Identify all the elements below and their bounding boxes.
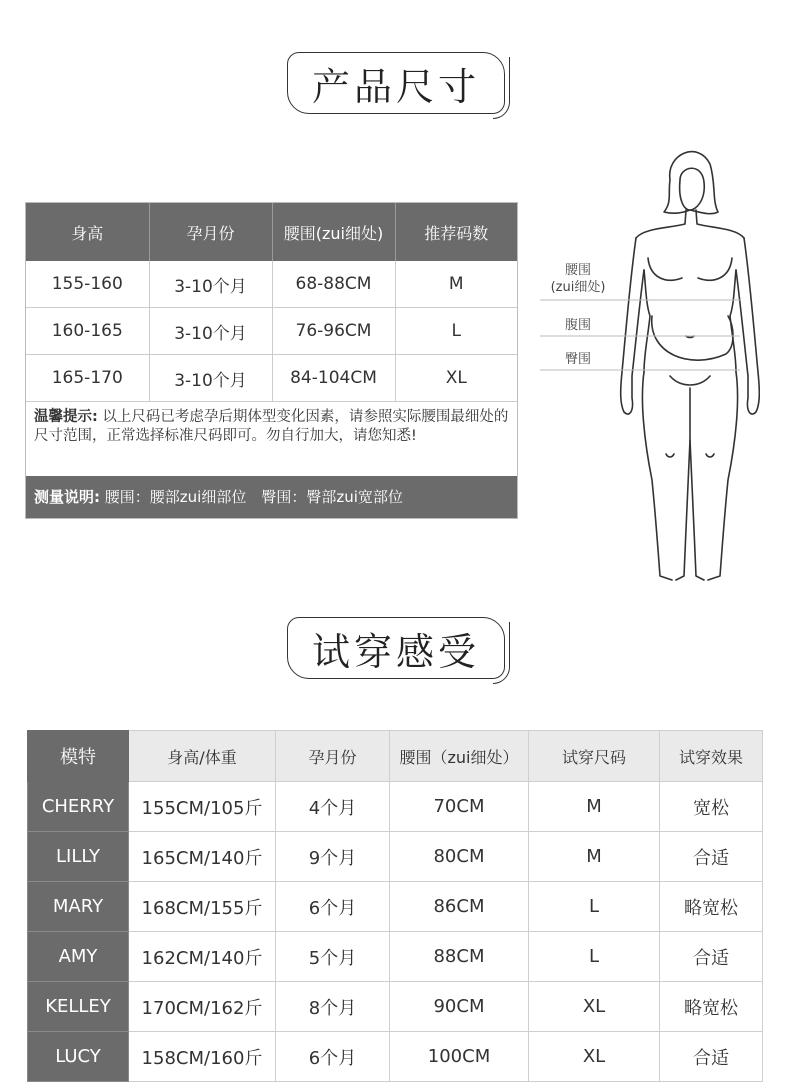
- cell: 68-88CM: [272, 261, 395, 308]
- cell: 8个月: [276, 982, 390, 1032]
- model-header-month: 孕月份: [276, 731, 390, 782]
- cell: 168CM/155斤: [129, 882, 276, 932]
- model-header-waist: 腰围（zui细处）: [390, 731, 529, 782]
- measure-note: [26, 476, 517, 518]
- body-measure-figure: [540, 140, 760, 590]
- size-header-height: 身高: [26, 203, 149, 261]
- cell: 合适: [660, 832, 763, 882]
- cell: 合适: [660, 1032, 763, 1082]
- cell: 合适: [660, 932, 763, 982]
- model-name-cell: MARY: [28, 882, 129, 932]
- cell: M: [395, 261, 517, 308]
- cell: XL: [529, 1032, 660, 1082]
- cell: 76-96CM: [272, 308, 395, 355]
- size-header-month: 孕月份: [149, 203, 272, 261]
- cell: XL: [395, 355, 517, 402]
- size-chart: [25, 202, 518, 519]
- cell: 4个月: [276, 782, 390, 832]
- figure-label-hip: 臀围: [564, 352, 591, 367]
- table-row: [26, 308, 517, 355]
- cell: 86CM: [390, 882, 529, 932]
- cell: XL: [529, 982, 660, 1032]
- cell: M: [529, 782, 660, 832]
- cell: 88CM: [390, 932, 529, 982]
- measure-text: 腰围：腰部zui细部位 臀围：臀部zui宽部位: [100, 488, 403, 506]
- table-row: [28, 1032, 763, 1082]
- table-row: [26, 355, 517, 402]
- figure-label-waist-line2: (zui细处): [550, 280, 606, 295]
- cell: 84-104CM: [272, 355, 395, 402]
- cell: 80CM: [390, 832, 529, 882]
- cell: 100CM: [390, 1032, 529, 1082]
- model-fit-table: [27, 730, 763, 1082]
- model-name-cell: KELLEY: [28, 982, 129, 1032]
- model-name-cell: CHERRY: [28, 782, 129, 832]
- cell: 165CM/140斤: [129, 832, 276, 882]
- cell: 3-10个月: [149, 355, 272, 402]
- cell: 5个月: [276, 932, 390, 982]
- section-title-try-on: 试穿感受: [287, 617, 505, 679]
- table-row: [28, 932, 763, 982]
- tip-label: 温馨提示:: [34, 409, 98, 425]
- cell: 9个月: [276, 832, 390, 882]
- cell: M: [529, 832, 660, 882]
- cell: 70CM: [390, 782, 529, 832]
- model-header-name: 模特: [28, 731, 129, 782]
- cell: 158CM/160斤: [129, 1032, 276, 1082]
- cell: 宽松: [660, 782, 763, 832]
- cell: 155CM/105斤: [129, 782, 276, 832]
- table-row: [28, 832, 763, 882]
- tip-text: 以上尺码已考虑孕后期体型变化因素，请参照实际腰围最细处的尺寸范围，正常选择标准尺码即可。勿自行加大，请您知悉!: [34, 409, 509, 444]
- cell: 3-10个月: [149, 261, 272, 308]
- cell: L: [529, 882, 660, 932]
- size-header-waist: 腰围(zui细处): [272, 203, 395, 261]
- cell: 165-170: [26, 355, 149, 402]
- table-row: [26, 261, 517, 308]
- model-header-size: 试穿尺码: [529, 731, 660, 782]
- cell: 170CM/162斤: [129, 982, 276, 1032]
- table-row: [28, 782, 763, 832]
- model-name-cell: LILLY: [28, 832, 129, 882]
- cell: 162CM/140斤: [129, 932, 276, 982]
- cell: 3-10个月: [149, 308, 272, 355]
- model-name-cell: AMY: [28, 932, 129, 982]
- model-name-cell: LUCY: [28, 1032, 129, 1082]
- table-row: [28, 982, 763, 1032]
- section-title-product-size: 产品尺寸: [287, 52, 505, 114]
- cell: 6个月: [276, 1032, 390, 1082]
- model-header-height-weight: 身高/体重: [129, 731, 276, 782]
- cell: 略宽松: [660, 882, 763, 932]
- cell: 6个月: [276, 882, 390, 932]
- measure-label: 测量说明:: [34, 488, 100, 506]
- cell: L: [395, 308, 517, 355]
- figure-label-waist-line1: 腰围: [564, 263, 591, 278]
- figure-label-waist: [540, 262, 616, 296]
- cell: 160-165: [26, 308, 149, 355]
- figure-label-belly: 腹围: [564, 318, 591, 333]
- table-row: [28, 882, 763, 932]
- model-header-fit: 试穿效果: [660, 731, 763, 782]
- cell: L: [529, 932, 660, 982]
- size-header-size: 推荐码数: [395, 203, 517, 261]
- size-tip: [26, 402, 517, 476]
- cell: 略宽松: [660, 982, 763, 1032]
- cell: 90CM: [390, 982, 529, 1032]
- cell: 155-160: [26, 261, 149, 308]
